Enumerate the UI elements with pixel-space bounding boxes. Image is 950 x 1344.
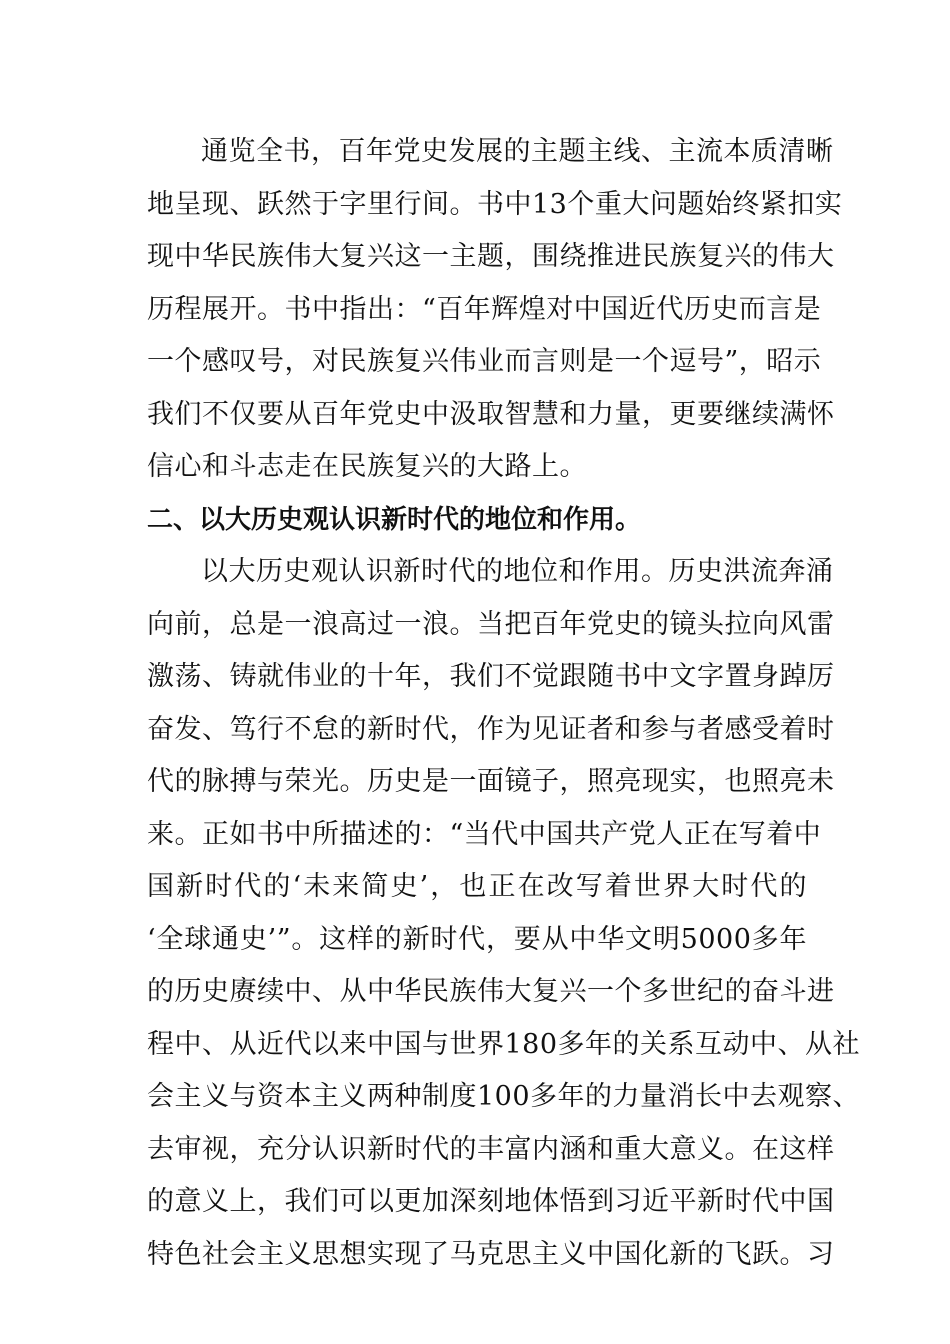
paragraph-line: ‘全球通史’”。这样的新时代，要从中华文明5000多年 [147, 923, 807, 955]
paragraph-line: 激荡、铸就伟业的十年，我们不觉跟随书中文字置身踔厉 [147, 661, 835, 692]
paragraph-line: 的意义上，我们可以更加深刻地体悟到习近平新时代中国 [147, 1186, 835, 1217]
paragraph-line: 地呈现、跃然于字里行间。书中13个重大问题始终紧扣实 [147, 188, 843, 220]
paragraph-line: 奋发、笃行不怠的新时代，作为见证者和参与者感受着时 [147, 713, 835, 745]
paragraph-line: 信心和斗志走在民族复兴的大路上。 [147, 451, 587, 482]
paragraph-line: 一个感叹号，对民族复兴伟业而言则是一个逗号”，昭示 [147, 346, 822, 377]
paragraph-line: 来。正如书中所描述的：“当代中国共产党人正在写着中 [147, 818, 822, 850]
paragraph-line: 代的脉搏与荣光。历史是一面镜子，照亮现实，也照亮未 [147, 766, 835, 797]
paragraph-2 [147, 546, 861, 1281]
paragraph-line: 历程展开。书中指出：“百年辉煌对中国近代历史而言是 [147, 293, 822, 325]
paragraph-line: 特色社会主义思想实现了马克思主义中国化新的飞跃。习 [147, 1238, 835, 1270]
section-heading: 二、以大历史观认识新时代的地位和作用。 [147, 504, 642, 535]
paragraph-line: 会主义与资本主义两种制度100多年的力量消长中去观察、 [147, 1081, 861, 1112]
paragraph-line: 现中华民族伟大复兴这一主题，围绕推进民族复兴的伟大 [147, 241, 835, 272]
paragraph-line: 程中、从近代以来中国与世界180多年的关系互动中、从社 [147, 1028, 861, 1060]
document-body [147, 126, 861, 1281]
paragraph-line: 我们不仅要从百年党史中汲取智慧和力量，更要继续满怀 [147, 398, 835, 430]
paragraph-line: 向前，总是一浪高过一浪。当把百年党史的镜头拉向风雷 [147, 608, 835, 640]
paragraph-1 [147, 126, 843, 494]
paragraph-line: 去审视，充分认识新时代的丰富内涵和重大意义。在这样 [147, 1133, 835, 1165]
paragraph-line: 通览全书，百年党史发展的主题主线、主流本质清晰 [201, 136, 834, 167]
paragraph-line: 以大历史观认识新时代的地位和作用。历史洪流奔涌 [201, 556, 834, 587]
paragraph-line: 国新时代的‘未来简史’，也正在改写着世界大时代的 [147, 871, 807, 902]
paragraph-line: 的历史赓续中、从中华民族伟大复兴一个多世纪的奋斗进 [147, 976, 835, 1007]
